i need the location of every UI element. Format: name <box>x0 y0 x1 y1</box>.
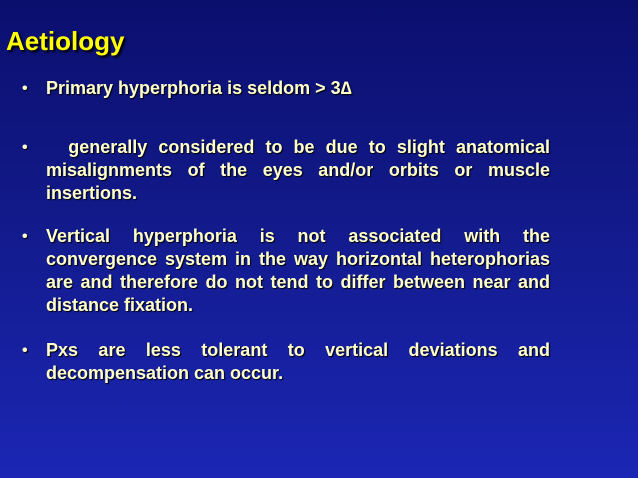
bullet-item <box>22 339 550 385</box>
bullet-text: Pxs are less tolerant to vertical deviations and decompensation can occur. <box>46 340 550 383</box>
bullet-marker: • <box>22 80 28 97</box>
bullet-text: Vertical hyperphoria is not associated with the convergence system in the way horizontal heterophorias are and therefore do not tend to differ between near and distance fixation. <box>46 226 550 315</box>
bullet-item <box>22 225 550 317</box>
bullet-item <box>22 77 550 100</box>
bullet-marker: • <box>22 342 28 359</box>
bullet-item <box>22 136 556 205</box>
slide-title: Aetiology <box>6 26 125 56</box>
bullet-text: generally considered to be due to slight anatomical misalignments of the eyes and/or orbits or muscle insertions. <box>46 137 556 203</box>
bullet-marker: • <box>22 139 28 156</box>
bullet-list <box>22 77 556 406</box>
bullet-text: Primary hyperphoria is seldom > 3∆ <box>46 78 352 98</box>
bullet-marker: • <box>22 228 28 245</box>
